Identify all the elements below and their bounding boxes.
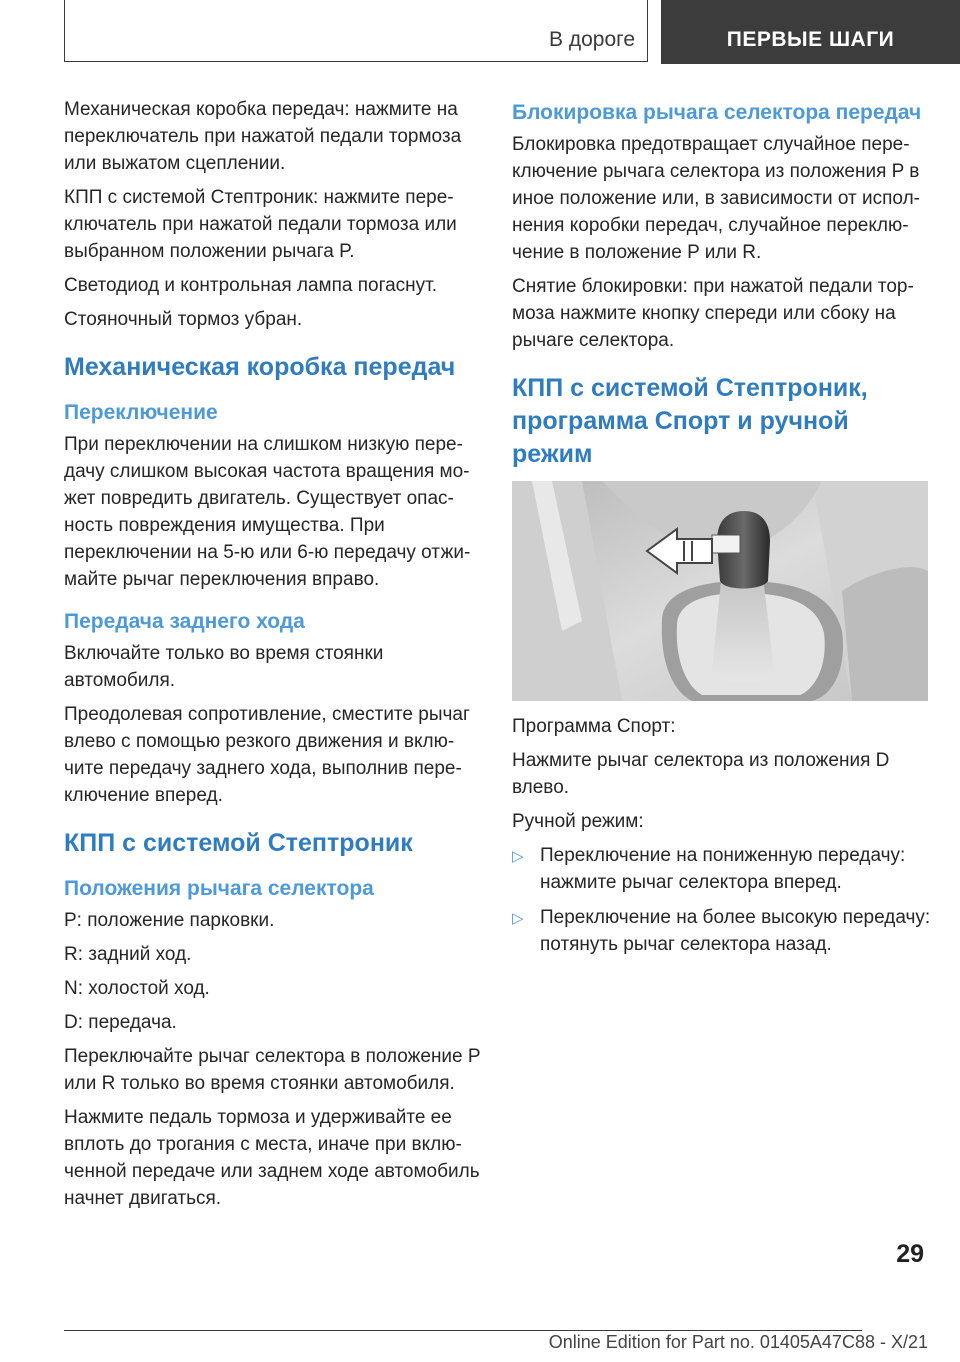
footer-edition: Online Edition for Part no. 01405A47C88 - X/21	[548, 1332, 928, 1352]
paragraph: Ручной режим:	[512, 811, 644, 832]
heading-selector-positions: Положения рычага селектора	[64, 877, 374, 900]
paragraph: Нажмите педаль тормоза и удерживайте ее вплоть до трогания с места, иначе при включенной передаче или заднем ходе автомобиль начнет двигаться.	[64, 1107, 480, 1209]
position-n: N: холостой ход.	[64, 978, 210, 999]
paragraph: При переключении на слишком низкую передачу слишком высокая частота вращения может повредить двигатель. Существует опасность повреждения имущества. При переключении на 5-ю или 6-ю передачу отжимайте рычаг переключения вправо.	[64, 434, 471, 590]
position-p: P: положение парковки.	[64, 910, 275, 931]
list-item	[512, 904, 932, 958]
position-r: R: задний ход.	[64, 944, 192, 965]
header-section-box	[64, 0, 648, 62]
footer-divider	[64, 1330, 862, 1331]
heading-reverse-gear: Передача заднего хода	[64, 610, 305, 633]
paragraph: Механическая коробка передач: нажмите на переключатель при нажатой педали тормоза или выжатом сцеплении.	[64, 99, 462, 174]
paragraph: Снятие блокировки: при нажатой педали тормоза нажмите кнопку спереди или сбоку на рычаге селектора.	[512, 276, 914, 351]
page-number: 29	[896, 1240, 924, 1268]
heading-manual-gearbox: Механическая коробка передач	[64, 353, 456, 381]
paragraph: Программа Спорт:	[512, 716, 676, 737]
triangle-bullet-icon: ▷	[512, 910, 524, 927]
triangle-bullet-icon: ▷	[512, 848, 524, 865]
list-item	[512, 842, 932, 896]
list-item-text: Переключение на более высокую передачу: потянуть рычаг селектора назад.	[540, 907, 931, 955]
header-chapter-tab	[661, 0, 960, 64]
left-column	[64, 96, 482, 1219]
manual-mode-list	[512, 842, 932, 958]
paragraph: Включайте только во время стоянки автомобиля.	[64, 643, 384, 691]
paragraph: Преодолевая сопротивление, сместите рычаг влево с помощью резкого движения и включите передачу заднего хода, выполнив переключение вперед.	[64, 704, 470, 806]
paragraph: КПП с системой Стептроник: нажмите переключатель при нажатой педали тормоза или выбранном положении рычага P.	[64, 187, 457, 262]
paragraph: Блокировка предотвращает случайное переключение рычага селектора из положения P в иное положение или, в зависимости от исполнения коробки передач, случайное переключение в положение P или R.	[512, 134, 920, 263]
paragraph: Светодиод и контрольная лампа погаснут.	[64, 275, 438, 296]
header-chapter-title: ПЕРВЫЕ ШАГИ	[726, 28, 895, 51]
paragraph: Нажмите рычаг селектора из положения D влево.	[512, 750, 890, 798]
heading-selector-lock: Блокировка рычага селектора передач	[512, 101, 922, 124]
position-d: D: передача.	[64, 1012, 177, 1033]
heading-steptronic: КПП с системой Стептроник	[64, 829, 413, 857]
right-column	[512, 96, 932, 966]
paragraph: Переключайте рычаг селектора в положение P или R только во время стоянки автомобиля.	[64, 1046, 481, 1094]
gear-selector-illustration	[512, 481, 928, 701]
list-item-text: Переключение на пониженную передачу: нажмите рычаг селектора вперед.	[540, 845, 906, 893]
header-section-title: В дороге	[548, 28, 635, 51]
paragraph: Стояночный тормоз убран.	[64, 309, 303, 330]
heading-shifting: Переключение	[64, 401, 218, 424]
heading-sport-manual: КПП с системой Стептроник, программа Спорт и ручной режим	[512, 374, 868, 468]
